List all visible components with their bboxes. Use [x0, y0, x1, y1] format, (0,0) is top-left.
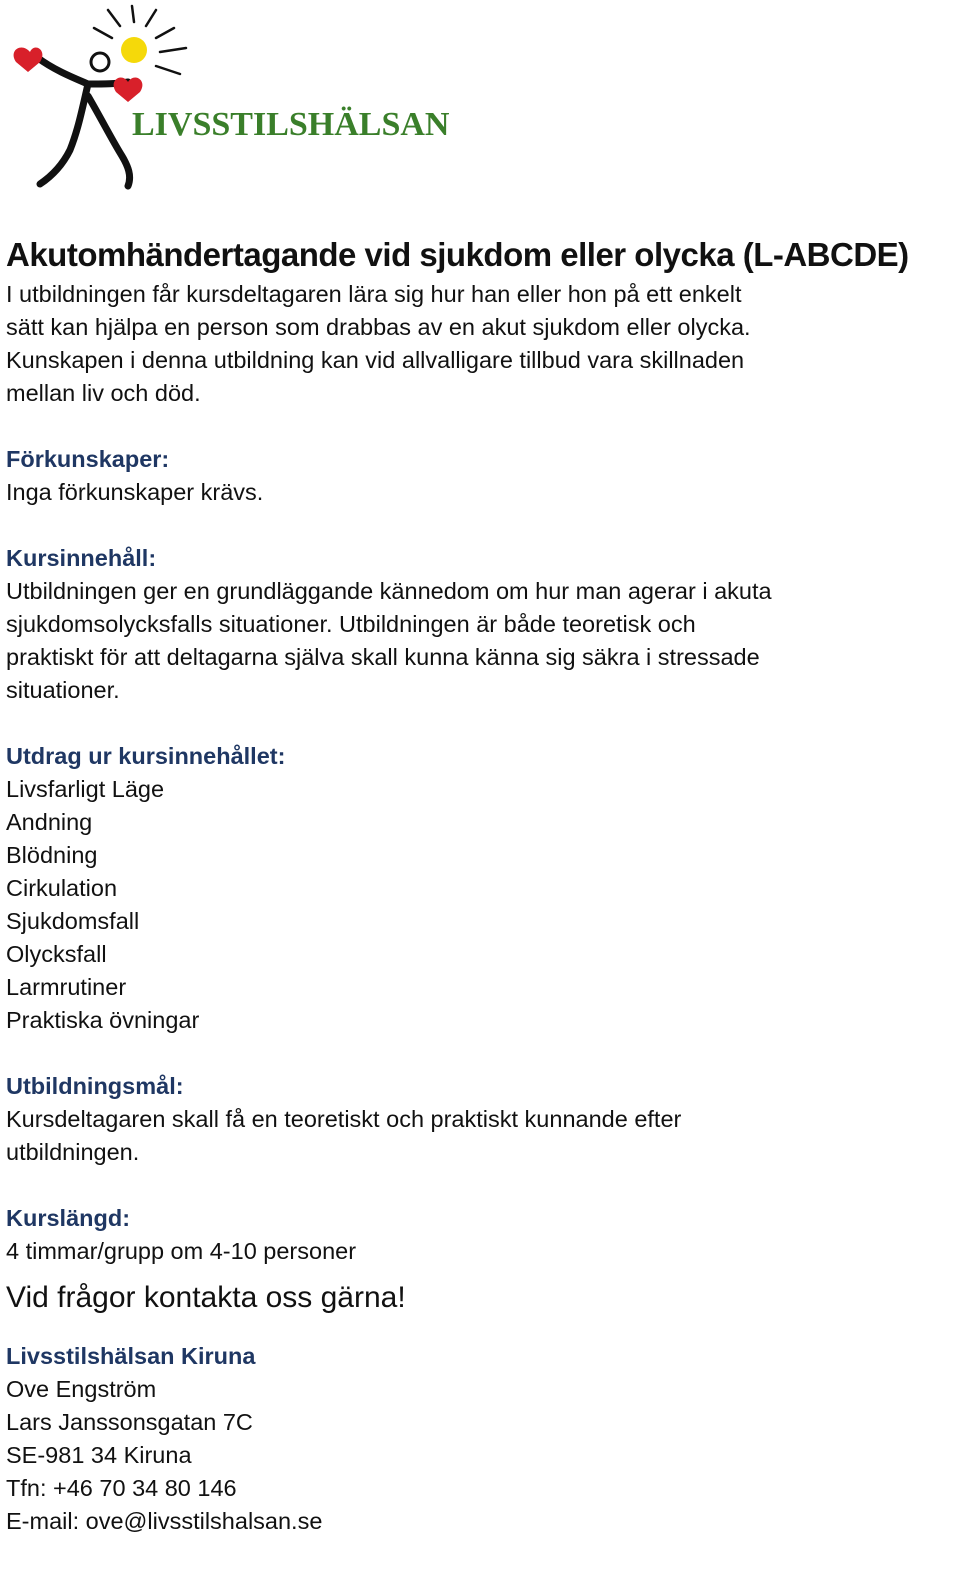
list-item: Livsfarligt Läge: [6, 776, 165, 802]
excerpt-list: [6, 773, 956, 1037]
prereq-text: Inga förkunskaper krävs.: [6, 479, 264, 505]
goal-line: Kursdeltagaren skall få en teoretiskt och praktiskt kunnande efter: [6, 1106, 682, 1132]
logo-graphic: [4, 0, 484, 196]
prereq-heading: Förkunskaper:: [6, 446, 170, 472]
list-item: Cirkulation: [6, 875, 118, 901]
contact-phone: Tfn: +46 70 34 80 146: [6, 1475, 237, 1501]
length-text: 4 timmar/grupp om 4-10 personer: [6, 1238, 357, 1264]
contact-name: Ove Engström: [6, 1376, 157, 1402]
contact-block: [6, 1340, 956, 1538]
list-item: Olycksfall: [6, 941, 107, 967]
goal-line: utbildningen.: [6, 1139, 140, 1165]
content-line: Utbildningen ger en grundläggande kännedom om hur man agerar i akuta: [6, 578, 772, 604]
sun-icon: [121, 37, 147, 63]
content-heading: Kursinnehåll:: [6, 545, 157, 571]
contact-street: Lars Janssonsgatan 7C: [6, 1409, 253, 1435]
heart-icon: [14, 47, 43, 72]
intro-line: sätt kan hjälpa en person som drabbas av en akut sjukdom eller olycka.: [6, 314, 751, 340]
content-line: praktiskt för att deltagarna själva skall kunna känna sig säkra i stressade: [6, 644, 760, 670]
page-title: Akutomhändertagande vid sjukdom eller olycka (L-ABCDE): [6, 236, 909, 273]
contact-org: Livsstilshälsan Kiruna: [6, 1343, 256, 1369]
intro-line: mellan liv och död.: [6, 380, 201, 406]
intro-line: I utbildningen får kursdeltagaren lära sig hur han eller hon på ett enkelt: [6, 281, 742, 307]
intro-line: Kunskapen i denna utbildning kan vid allvalligare tillbud vara skillnaden: [6, 347, 745, 373]
list-item: Sjukdomsfall: [6, 908, 140, 934]
course-document: [6, 232, 956, 1538]
content-line: sjukdomsolycksfalls situationer. Utbildningen är både teoretisk och: [6, 611, 696, 637]
brand-logo: [4, 0, 484, 196]
list-item: Praktiska övningar: [6, 1007, 200, 1033]
excerpt-heading: Utdrag ur kursinnehållet:: [6, 743, 286, 769]
list-item: Andning: [6, 809, 93, 835]
goal-heading: Utbildningsmål:: [6, 1073, 184, 1099]
list-item: Blödning: [6, 842, 98, 868]
content-line: situationer.: [6, 677, 120, 703]
length-heading: Kurslängd:: [6, 1205, 131, 1231]
figure-body: [38, 58, 130, 186]
logo-wordmark: LIVSSTILSHÄLSAN: [132, 106, 450, 143]
list-item: Larmrutiner: [6, 974, 127, 1000]
contact-email[interactable]: E-mail: ove@livsstilshalsan.se: [6, 1508, 323, 1534]
figure-head: [91, 53, 109, 71]
contact-postal: SE-981 34 Kiruna: [6, 1442, 192, 1468]
intro-paragraph: [6, 278, 956, 410]
contact-call-to-action: Vid frågor kontakta oss gärna!: [6, 1281, 406, 1314]
